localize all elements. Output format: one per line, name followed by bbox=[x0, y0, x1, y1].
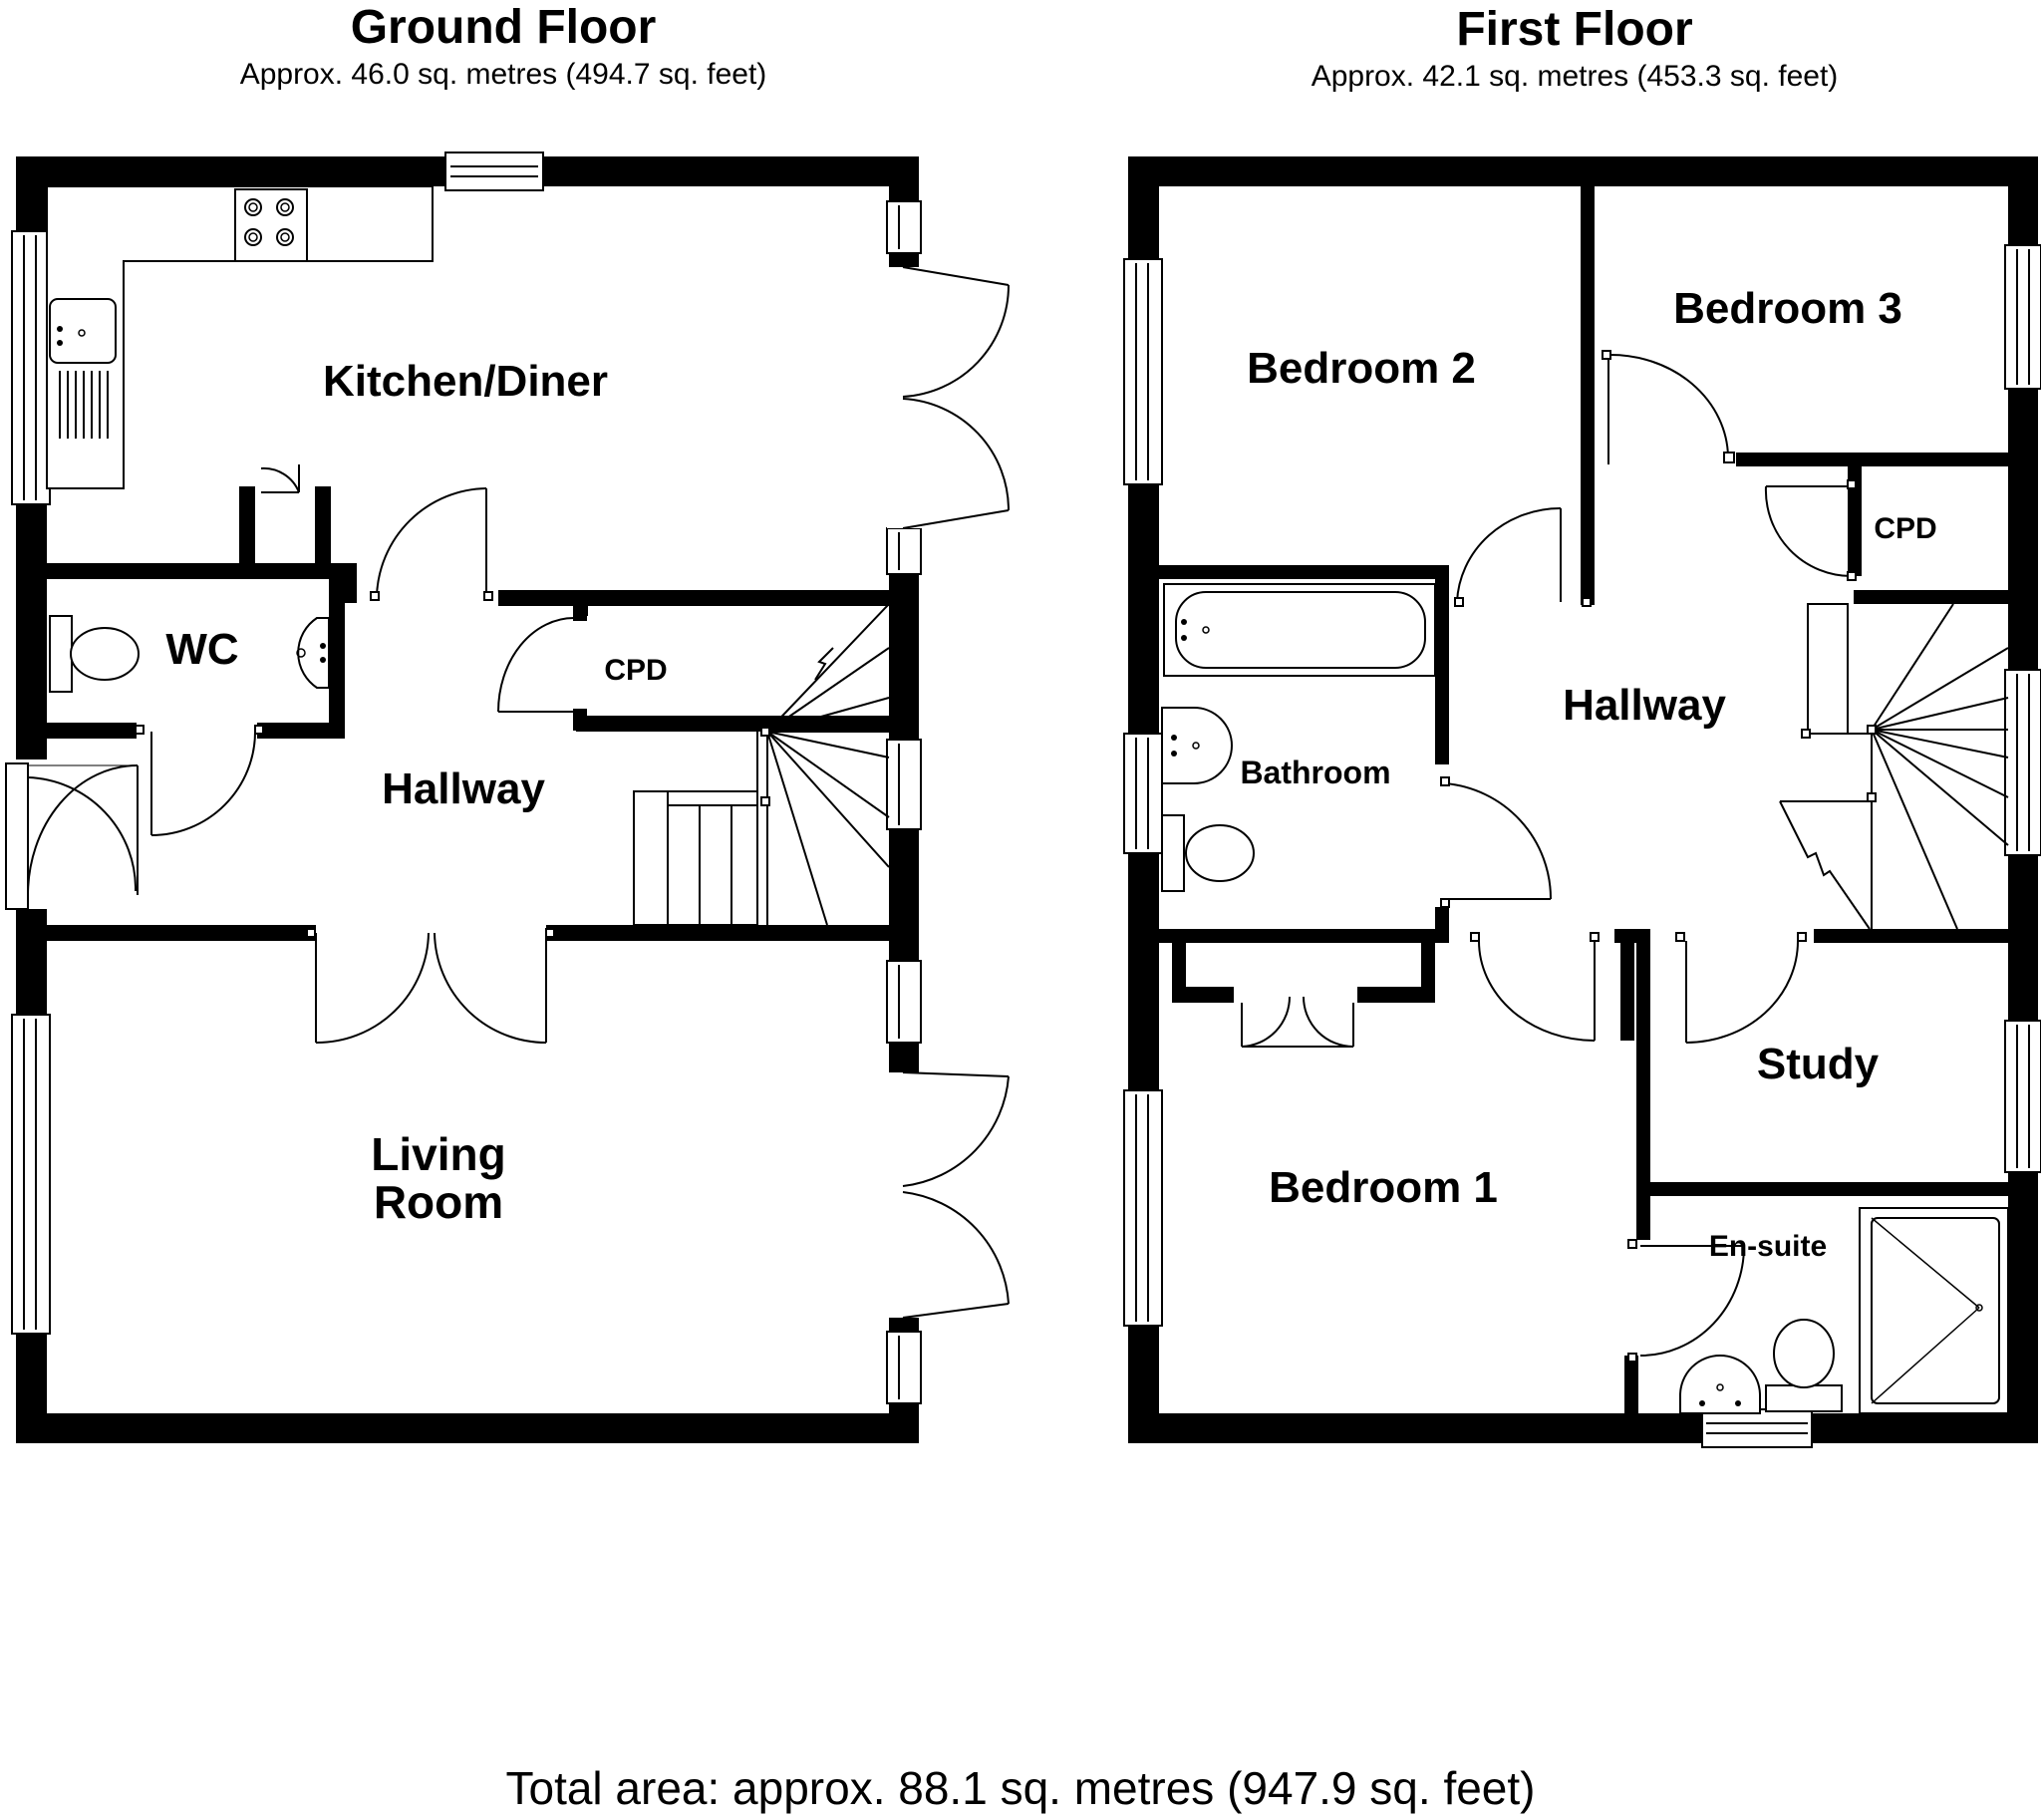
room-label-bedroom2: Bedroom 2 bbox=[1247, 344, 1476, 393]
shower-icon bbox=[1860, 1208, 2008, 1413]
ground-interior-walls bbox=[47, 486, 889, 941]
ensuite-basin-icon bbox=[1680, 1356, 1760, 1413]
first-window-left-bedroom2 bbox=[1124, 259, 1162, 484]
front-door bbox=[6, 759, 138, 909]
room-label-bathroom: Bathroom bbox=[1240, 755, 1391, 790]
room-label-first-cpd: CPD bbox=[1874, 512, 1937, 545]
room-label-study: Study bbox=[1756, 1040, 1880, 1088]
room-label-ensuite: En-suite bbox=[1708, 1230, 1828, 1263]
room-label-ground-cpd: CPD bbox=[604, 654, 668, 687]
ground-cpd-door bbox=[498, 606, 586, 730]
room-label-first-hallway: Hallway bbox=[1563, 681, 1726, 730]
ground-wall-bottom bbox=[16, 1413, 919, 1443]
first-window-left-bedroom1 bbox=[1124, 1090, 1162, 1326]
first-floor-area: Approx. 42.1 sq. metres (453.3 sq. feet) bbox=[1311, 60, 1839, 93]
room-label-bedroom3: Bedroom 3 bbox=[1673, 284, 1902, 333]
hob-icon bbox=[235, 189, 307, 261]
first-stairs bbox=[1780, 604, 2008, 929]
ground-window-right-1 bbox=[887, 201, 921, 253]
wc-toilet-icon bbox=[50, 616, 139, 692]
first-window-right-study bbox=[2005, 1021, 2041, 1172]
room-label-kitchen: Kitchen/Diner bbox=[322, 357, 609, 406]
first-window-left-bathroom bbox=[1124, 734, 1162, 853]
ground-store-door bbox=[261, 464, 299, 492]
first-wall-top bbox=[1128, 156, 2038, 186]
bathroom-door bbox=[1441, 777, 1551, 907]
ground-floor-title: Ground Floor bbox=[350, 1, 657, 54]
ground-stairs bbox=[634, 604, 889, 925]
bathroom-toilet-icon bbox=[1162, 815, 1254, 891]
kitchen-french-doors bbox=[887, 267, 1009, 528]
ensuite-toilet-icon bbox=[1766, 1320, 1842, 1411]
bedroom1-wardrobe-doors bbox=[1242, 997, 1353, 1047]
bedroom2-door bbox=[1455, 508, 1591, 606]
first-window-bottom-ensuite bbox=[1702, 1409, 1812, 1447]
first-window-right-bedroom3 bbox=[2005, 245, 2041, 389]
ground-window-right-4 bbox=[887, 961, 921, 1043]
study-door bbox=[1676, 933, 1806, 1043]
wc-basin-icon bbox=[297, 618, 329, 688]
ground-window-right-5 bbox=[887, 1332, 921, 1403]
ground-window-right-3 bbox=[887, 740, 921, 829]
bedroom1-door bbox=[1471, 933, 1599, 1041]
living-french-doors bbox=[887, 1072, 1009, 1318]
kitchen-door bbox=[371, 488, 492, 600]
room-label-living-line2: Room bbox=[373, 1176, 504, 1228]
ground-window-left-kitchen bbox=[12, 231, 50, 504]
room-label-bedroom1: Bedroom 1 bbox=[1269, 1163, 1498, 1212]
ground-window-right-2 bbox=[887, 528, 921, 574]
wc-door bbox=[136, 726, 263, 835]
ground-window-top bbox=[445, 152, 543, 190]
ground-floor-plan bbox=[6, 152, 1009, 1443]
ground-floor-area: Approx. 46.0 sq. metres (494.7 sq. feet) bbox=[239, 58, 767, 91]
room-label-living-line1: Living bbox=[371, 1128, 506, 1180]
first-floor-title: First Floor bbox=[1456, 3, 1693, 56]
bathroom-basin-icon bbox=[1162, 708, 1232, 783]
first-window-right-hallway bbox=[2005, 670, 2041, 855]
total-area: Total area: approx. 88.1 sq. metres (947.9 sq. feet) bbox=[505, 1762, 1536, 1814]
first-cpd-door bbox=[1766, 480, 1856, 580]
bedroom3-door bbox=[1603, 351, 1734, 464]
bathtub-icon bbox=[1164, 584, 1435, 676]
room-label-ground-hallway: Hallway bbox=[382, 764, 545, 813]
ground-window-left-living bbox=[12, 1015, 50, 1334]
first-wall-bottom bbox=[1128, 1413, 2038, 1443]
room-label-wc: WC bbox=[165, 625, 239, 674]
first-floor-plan bbox=[1124, 156, 2041, 1447]
living-room-doors bbox=[307, 929, 554, 1043]
